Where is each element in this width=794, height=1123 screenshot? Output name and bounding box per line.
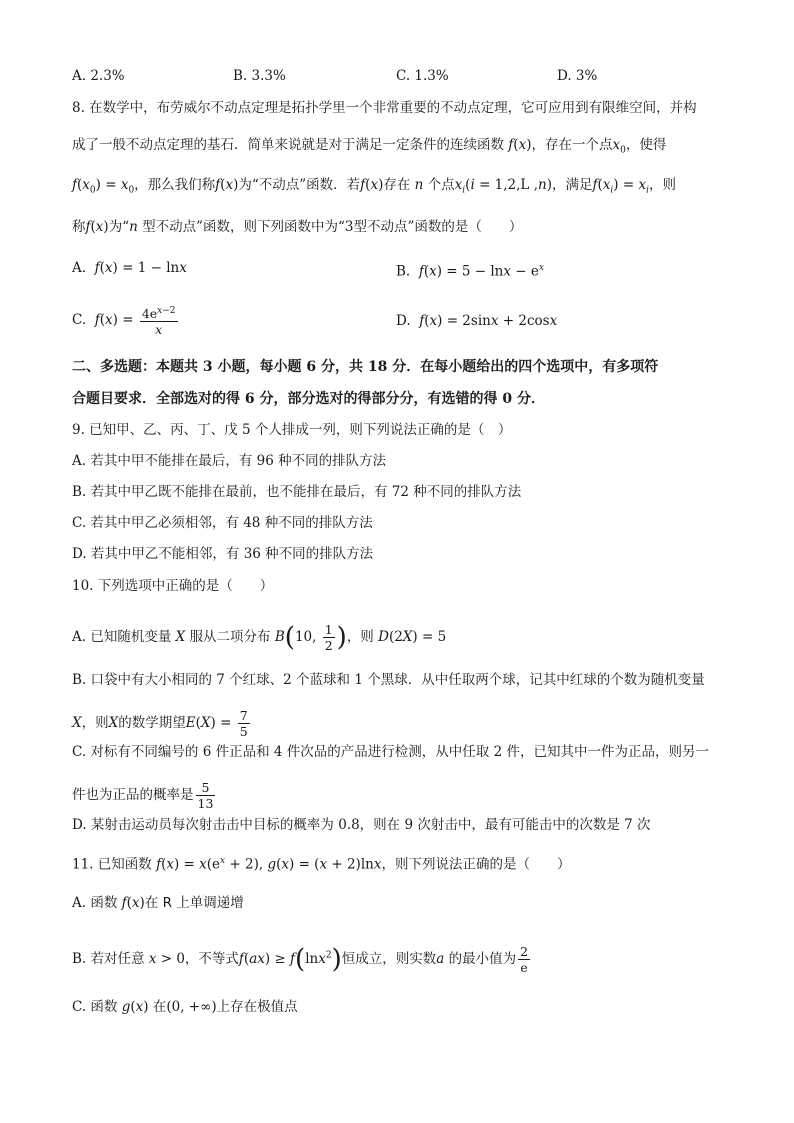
q10-option-d: D. 某射击运动员每次射击击中目标的概率为 0.8，则在 9 次射击中，最有可能击中的次数是 7 次 [72, 817, 651, 833]
q9-option-b: B. 若其中甲乙既不能排在最前，也不能排在最后，有 72 种不同的排队方法 [72, 484, 522, 500]
q11-option-c: C. 函数 g(x) 在(0, +∞)上存在极值点 [72, 999, 298, 1015]
q10-option-b-line-2: X，则X的数学期望E(X) = $\frac{7}{5}$ [72, 708, 248, 739]
q8-line-3: $f(x_0) = x_0$，那么我们称f(x)为“不动点”函数．若f(x)存在 n 个点$x_i(i = 1,2,L$ ,n)，满足$f(x_i) = x_i$，则 [72, 177, 676, 196]
q10-option-a: A. 已知随机变量 X 服从二项分布 B(10, $\frac{1}{2}$ )，则 D(2X) = 5 [72, 622, 447, 653]
q11-option-a: A. 函数 f(x)在 R 上单调递增 [72, 895, 244, 911]
section2-heading-line-1: 二、多选题：本题共 3 小题，每小题 6 分，共 18 分．在每小题给出的四个选项中，有多项符 [72, 359, 659, 375]
q7-option-a: A. 2.3% [72, 68, 125, 84]
q8-line-2: 成了一般不动点定理的基石．简单来说就是对于满足一定条件的连续函数 f(x)，存在一个点$x_0$，使得 [72, 137, 667, 156]
q8-line-1: 8. 在数学中，布劳威尔不动点定理是拓扑学里一个非常重要的不动点定理，它可应用到有限维空间，并构 [72, 100, 697, 116]
q8-option-b: B. $f(x) = 5 - \ln x - e^x$ [396, 263, 544, 280]
q9-stem: 9. 已知甲、乙、丙、丁、戊 5 个人排成一列，则下列说法正确的是（ ） [72, 422, 512, 438]
q9-option-a: A. 若其中甲不能排在最后，有 96 种不同的排队方法 [72, 453, 387, 469]
q10-stem: 10. 下列选项中正确的是（ ） [72, 578, 274, 594]
q7-option-b: B. 3.3% [233, 68, 286, 84]
q9-option-d: D. 若其中甲乙不能相邻，有 36 种不同的排队方法 [72, 546, 374, 562]
q10-option-c-line-2: 件也为正品的概率是 $\frac{5}{13}$ [72, 780, 214, 811]
section2-heading-line-2: 合题目要求．全部选对的得 6 分，部分选对的得部分分，有选错的得 0 分． [72, 391, 545, 407]
q11-stem: 11. 已知函数 $f(x) = x(e^x + 2)$, g(x) = (x + 2)lnx，则下列说法正确的是（ ） [72, 856, 571, 873]
q8-option-c: C. f(x) = $\frac{4e^{x-2}}{x}$ [72, 306, 176, 338]
q11-option-b: B. 若对任意 x > 0，不等式f(ax) ≥ f(lnx$^2$)恒成立，则实数a 的最小值为 $\frac{2}{e}$ [72, 944, 529, 975]
q7-option-d: D. 3% [557, 68, 598, 84]
q8-option-a: A. f(x) = 1 − lnx [72, 260, 187, 276]
q10-option-c-line-1: C. 对标有不同编号的 6 件正品和 4 件次品的产品进行检测，从中任取 2 件，已知其中一件为正品，则另一 [72, 744, 709, 760]
q9-option-c: C. 若其中甲乙必须相邻，有 48 种不同的排队方法 [72, 515, 373, 531]
q8-line-4: 称f(x)为“n 型不动点”函数，则下列函数中为“3型不动点”函数的是（ ） [72, 219, 523, 235]
q10-option-b-line-1: B. 口袋中有大小相同的 7 个红球、2 个蓝球和 1 个黑球．从中任取两个球，记其中红球的个数为随机变量 [72, 672, 705, 688]
q8-option-d: D. f(x) = 2sinx + 2cosx [396, 313, 558, 329]
q7-option-c: C. 1.3% [396, 68, 449, 84]
